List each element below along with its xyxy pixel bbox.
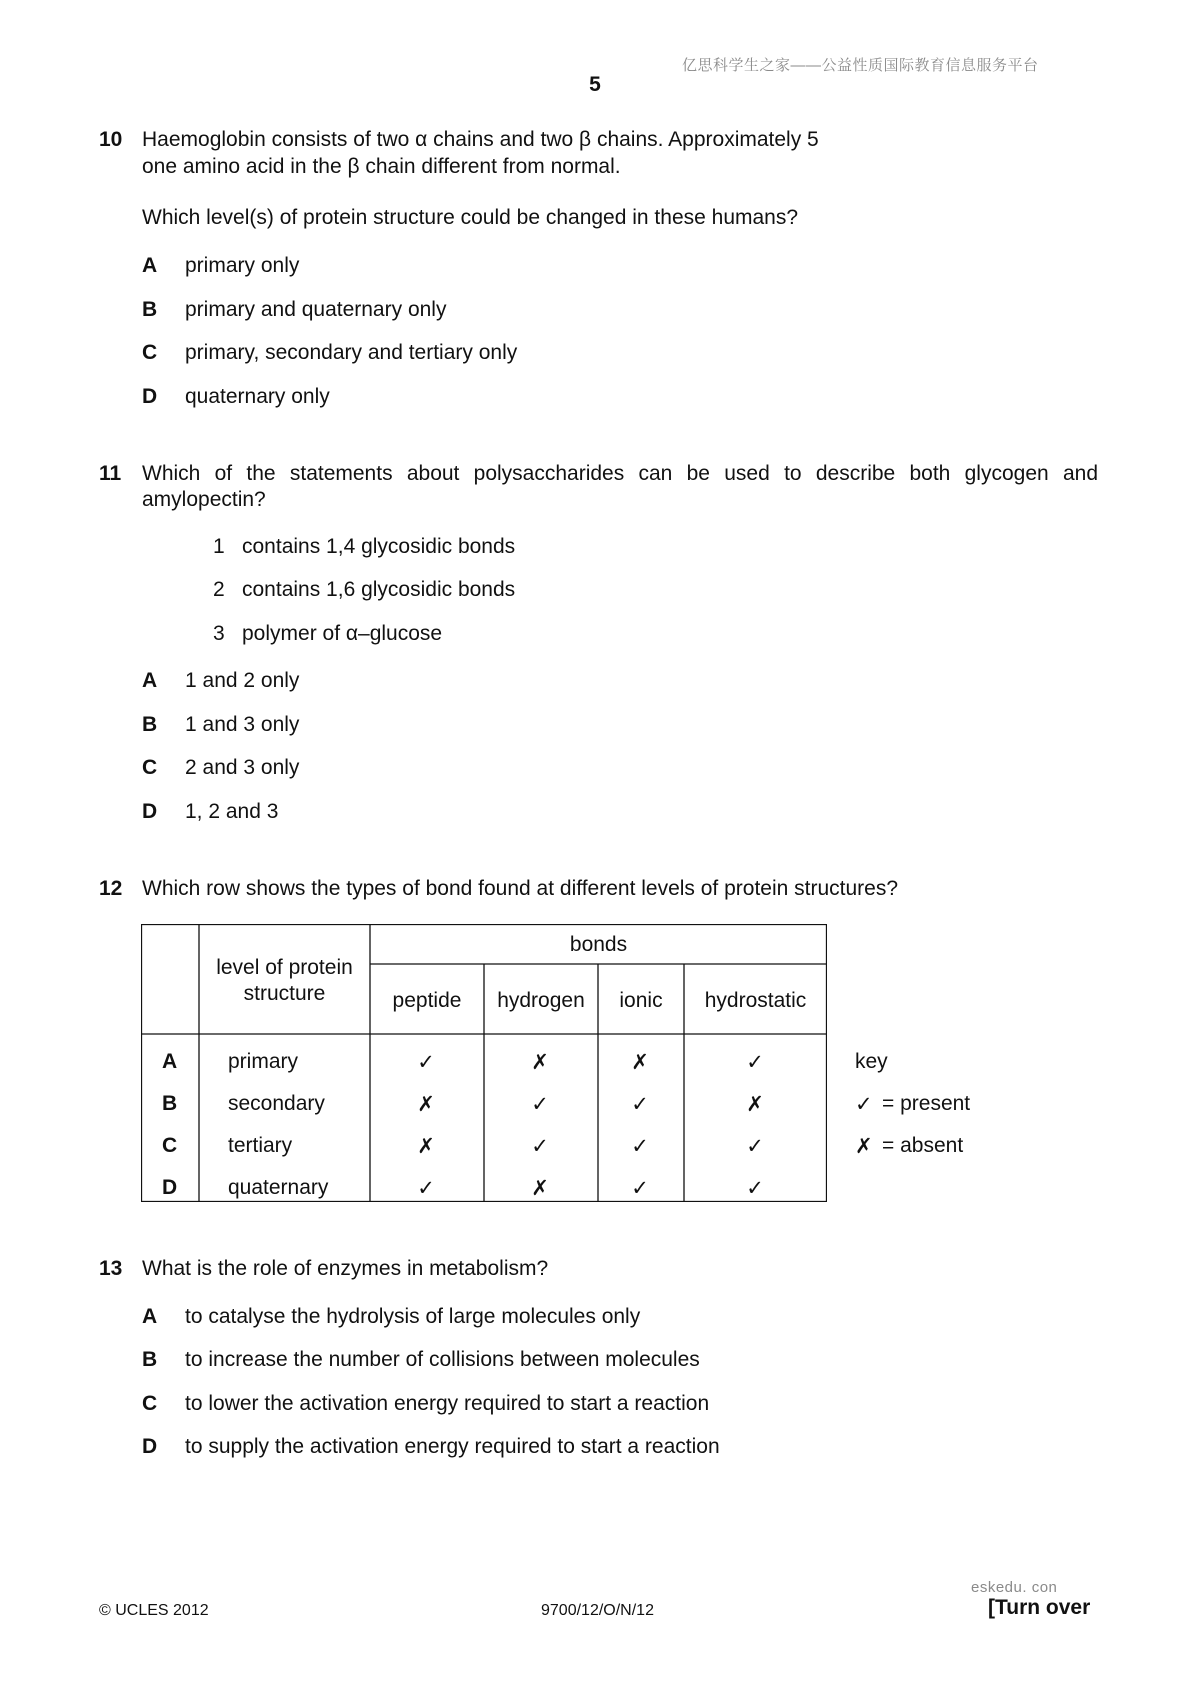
question-text-line: one amino acid in the β chain different from normal. <box>142 155 621 178</box>
question-prompt: Which level(s) of protein structure could be changed in these humans? <box>142 206 799 229</box>
option-text: to catalyse the hydrolysis of large molecules only <box>185 1305 641 1328</box>
statement-number: 2 <box>213 578 225 601</box>
option-letter: B <box>142 1348 158 1371</box>
header-level-line: structure <box>243 982 326 1005</box>
option-text: 1, 2 and 3 <box>185 800 279 823</box>
bonds-table <box>141 924 827 1202</box>
footer-paper-code: 9700/12/O/N/12 <box>541 1602 654 1619</box>
row-level: secondary <box>228 1092 325 1115</box>
statement-number: 3 <box>213 622 225 645</box>
bond-mark: ✗ <box>417 1134 435 1158</box>
option-letter: C <box>142 341 158 364</box>
column-header: hydrostatic <box>704 989 807 1012</box>
bond-mark: ✗ <box>417 1092 435 1116</box>
row-letter: A <box>162 1050 178 1073</box>
option-letter: D <box>142 1435 158 1458</box>
header-level <box>199 955 370 1007</box>
option-text: primary, secondary and tertiary only <box>185 341 518 364</box>
statement-number: 1 <box>213 535 225 558</box>
option-letter: A <box>142 669 158 692</box>
bond-mark: ✗ <box>531 1050 549 1074</box>
option-text: 1 and 2 only <box>185 669 300 692</box>
option-text: to lower the activation energy required to start a reaction <box>185 1392 710 1415</box>
footer-watermark: eskedu. con <box>971 1579 1058 1596</box>
column-header: ionic <box>619 989 663 1012</box>
column-header: hydrogen <box>497 989 585 1012</box>
question-number: 11 <box>99 462 122 485</box>
question-number: 12 <box>99 877 123 900</box>
bond-mark: ✗ <box>631 1050 649 1074</box>
option-text: quaternary only <box>185 385 330 408</box>
row-level: tertiary <box>228 1134 293 1157</box>
option-text: to increase the number of collisions between molecules <box>185 1348 700 1371</box>
option-text: 2 and 3 only <box>185 756 300 779</box>
option-letter: D <box>142 800 158 823</box>
key-present-symbol: ✓ <box>855 1092 873 1116</box>
statement-text: contains 1,4 glycosidic bonds <box>242 535 516 558</box>
option-letter: B <box>142 298 158 321</box>
row-level: quaternary <box>228 1176 329 1199</box>
key-absent-text: = absent <box>882 1134 964 1157</box>
bond-mark: ✓ <box>631 1134 649 1158</box>
bond-mark: ✓ <box>631 1092 649 1116</box>
key-absent-symbol: ✗ <box>855 1134 873 1158</box>
question-number: 10 <box>99 128 123 151</box>
statement-text: polymer of α–glucose <box>242 622 443 645</box>
statement-text: contains 1,6 glycosidic bonds <box>242 578 516 601</box>
row-letter: C <box>162 1134 178 1157</box>
question-text: Which of the statements about polysaccharides can be used to describe both glycogen and amylopectin? <box>142 462 1098 511</box>
bond-mark: ✓ <box>746 1176 764 1200</box>
option-letter: B <box>142 713 158 736</box>
header-level-line: level of protein <box>216 956 353 979</box>
column-header: peptide <box>392 989 462 1012</box>
row-letter: B <box>162 1092 178 1115</box>
bond-mark: ✓ <box>746 1050 764 1074</box>
bond-mark: ✓ <box>531 1134 549 1158</box>
key-title: key <box>855 1050 888 1073</box>
option-text: primary only <box>185 254 300 277</box>
row-letter: D <box>162 1176 178 1199</box>
bond-mark: ✓ <box>417 1050 435 1074</box>
option-letter: C <box>142 756 158 779</box>
row-level: primary <box>228 1050 299 1073</box>
footer-copyright: © UCLES 2012 <box>99 1602 209 1619</box>
question-text: Which row shows the types of bond found at different levels of protein structures? <box>142 877 899 900</box>
question-text-line: Haemoglobin consists of two α chains and two β chains. Approximately 5 <box>142 128 819 151</box>
option-letter: C <box>142 1392 158 1415</box>
option-letter: A <box>142 254 158 277</box>
option-text: primary and quaternary only <box>185 298 447 321</box>
option-text: 1 and 3 only <box>185 713 300 736</box>
question-number: 13 <box>99 1257 123 1280</box>
header-watermark: 亿思科学生之家——公益性质国际教育信息服务平台 <box>682 57 1039 74</box>
bond-mark: ✓ <box>417 1176 435 1200</box>
option-text: to supply the activation energy required to start a reaction <box>185 1435 720 1458</box>
option-letter: A <box>142 1305 158 1328</box>
header-bonds: bonds <box>569 933 628 956</box>
bond-mark: ✓ <box>631 1176 649 1200</box>
key-present-text: = present <box>882 1092 971 1115</box>
option-letter: D <box>142 385 158 408</box>
turn-over-label: [Turn over <box>988 1596 1091 1619</box>
bond-mark: ✓ <box>746 1134 764 1158</box>
bond-mark: ✗ <box>746 1092 764 1116</box>
page-number: 5 <box>589 73 601 96</box>
bond-mark: ✓ <box>531 1092 549 1116</box>
bond-mark: ✗ <box>531 1176 549 1200</box>
question-text: What is the role of enzymes in metabolism? <box>142 1257 549 1280</box>
